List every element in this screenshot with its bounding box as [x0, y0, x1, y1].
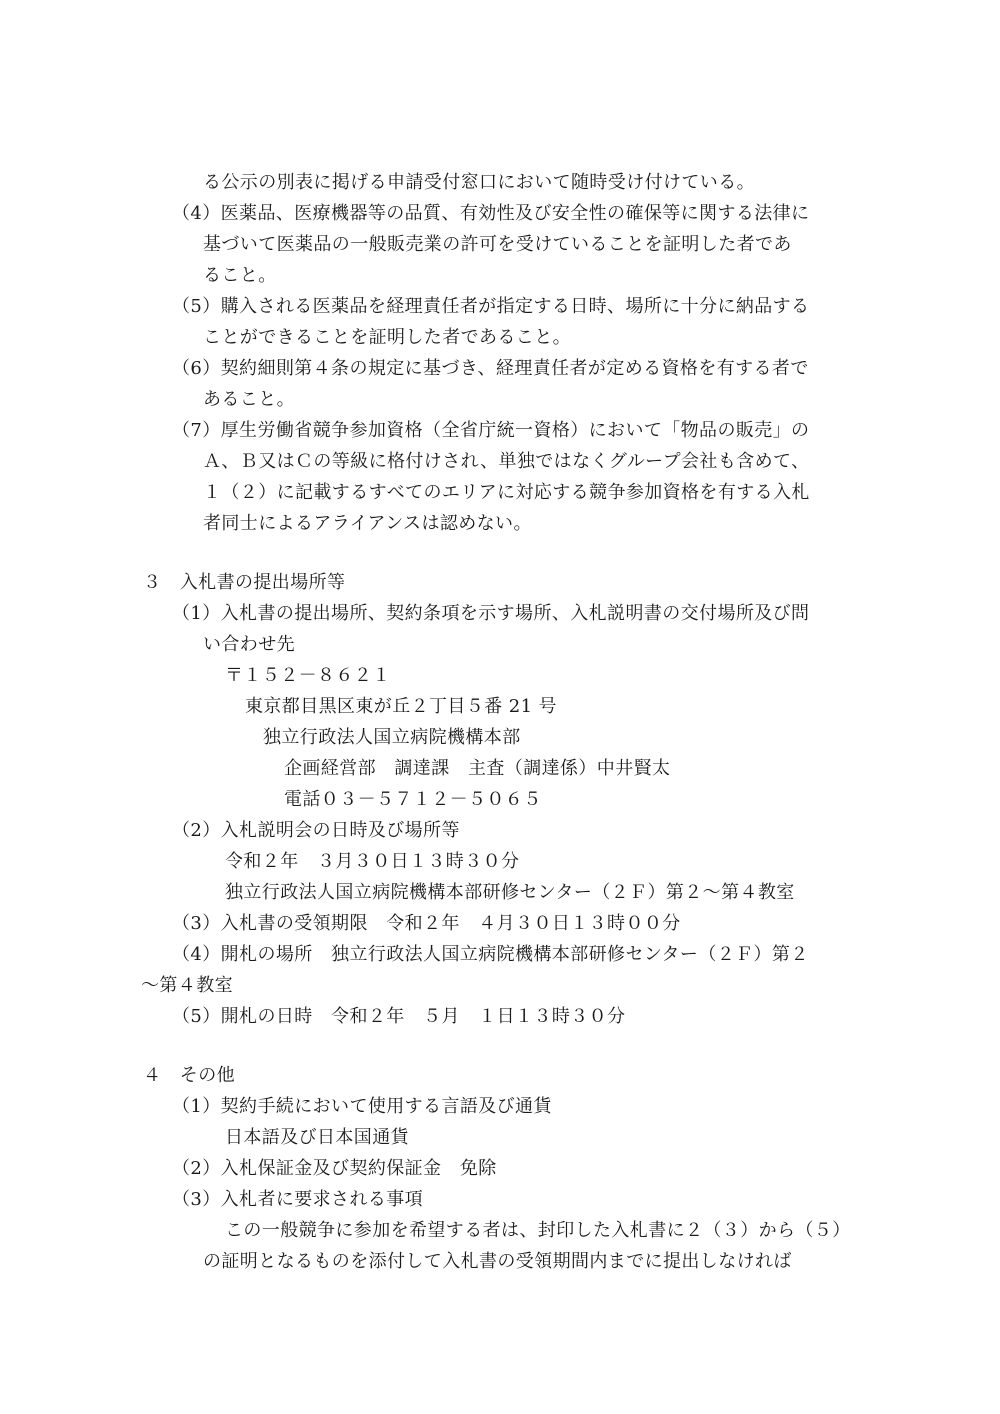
item-3-4-opening-venue: （4）開札の場所 独立行政法人国立病院機構本部研修センター（２Ｆ）第２ — [172, 944, 809, 965]
briefing-datetime: 令和２年 ３月３０日１３時３０分 — [225, 851, 520, 872]
text-line: 基づいて医薬品の一般販売業の許可を受けていることを証明した者であ — [203, 234, 792, 255]
postal-code: 〒１５２－８６２１ — [225, 665, 391, 686]
text-line: １（２）に記載するすべてのエリアに対応する競争参加資格を有する入札 — [203, 482, 810, 503]
text-line: ること。 — [203, 265, 277, 286]
text-line: あること。 — [203, 389, 295, 410]
text-line: ことができることを証明した者であること。 — [203, 327, 571, 348]
item-4-3-heading: （3）入札者に要求される事項 — [172, 1189, 424, 1210]
item-5-heading: （5）購入される医薬品を経理責任者が指定する日時、場所に十分に納品する — [172, 296, 810, 317]
item-3-2-heading: （2）入札説明会の日時及び場所等 — [172, 820, 460, 841]
item-6-heading: （6）契約細則第４条の規定に基づき、経理責任者が定める資格を有する者で — [172, 358, 809, 379]
text-line: この一般競争に参加を希望する者は、封印した入札書に２（３）から（５） — [225, 1220, 851, 1241]
text-line: 日本語及び日本国通貨 — [225, 1127, 409, 1148]
item-3-3-deadline: （3）入札書の受領期限 令和２年 ４月３０日１３時００分 — [172, 913, 681, 934]
text-line: い合わせ先 — [203, 634, 295, 655]
item-4-1-heading: （1）契約手続において使用する言語及び通貨 — [172, 1096, 552, 1117]
text-line: 者同士によるアライアンスは認めない。 — [203, 513, 532, 534]
text-line: ～第４教室 — [141, 975, 233, 996]
item-4-heading: （4）医薬品、医療機器等の品質、有効性及び安全性の確保等に関する法律に — [172, 203, 810, 224]
contact-person: 企画経営部 調達課 主査（調達係）中井賢太 — [284, 758, 671, 779]
briefing-venue: 独立行政法人国立病院機構本部研修センター（２Ｆ）第２～第４教室 — [225, 882, 795, 903]
text-line: の証明となるものを添付して入札書の受領期間内までに提出しなければ — [203, 1251, 792, 1272]
section-3-heading: ３ 入札書の提出場所等 — [143, 572, 346, 593]
item-4-2-heading: （2）入札保証金及び契約保証金 免除 — [172, 1158, 497, 1179]
item-7-heading: （7）厚生労働省競争参加資格（全省庁統一資格）において「物品の販売」の — [172, 420, 810, 441]
section-4-heading: ４ その他 — [143, 1065, 235, 1086]
item-3-5-opening-datetime: （5）開札の日時 令和２年 ５月 １日１３時３０分 — [172, 1006, 626, 1027]
text-line: Ａ、Ｂ又はＣの等級に格付けされ、単独ではなくグループ会社も含めて、 — [203, 451, 810, 472]
address: 東京都目黒区東が丘２丁目５番 21 号 — [245, 696, 557, 717]
text-line: る公示の別表に掲げる申請受付窓口において随時受け付けている。 — [203, 172, 755, 193]
organization-name: 独立行政法人国立病院機構本部 — [263, 727, 521, 748]
item-3-1-heading: （1）入札書の提出場所、契約条項を示す場所、入札説明書の交付場所及び問 — [172, 603, 810, 624]
contact-phone: 電話０３－５７１２－５０６５ — [284, 789, 542, 810]
